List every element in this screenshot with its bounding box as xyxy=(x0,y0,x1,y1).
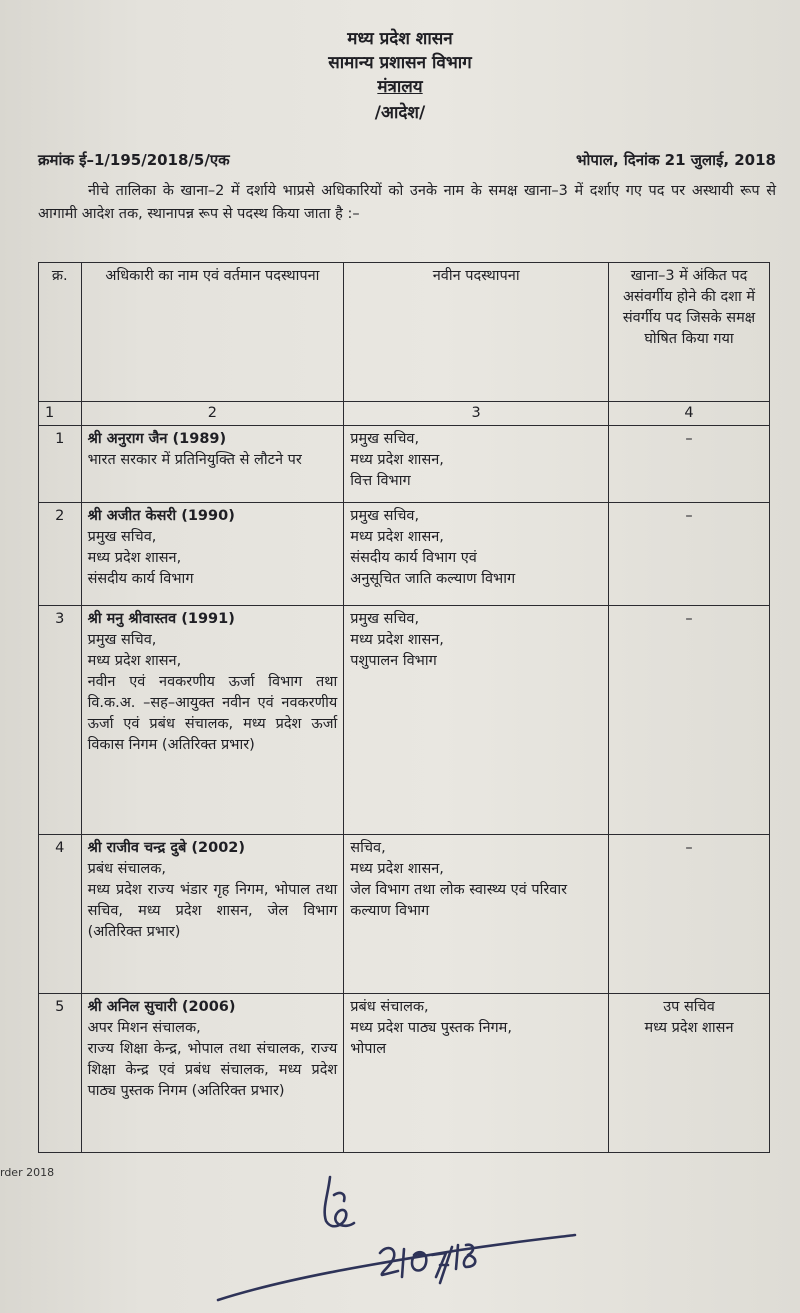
officer-name: श्री अनिल सुचारी (2006) xyxy=(87,999,236,1015)
new-posting: प्रमुख सचिव, मध्य प्रदेश शासन, पशुपालन विभाग xyxy=(350,611,444,669)
table-row xyxy=(39,606,770,835)
posting-table xyxy=(38,262,770,1153)
officer-name: श्री मनु श्रीवास्तव (1991) xyxy=(87,611,235,627)
remark: – xyxy=(685,611,693,627)
signature-stroke-icon xyxy=(218,1235,575,1300)
remark-cell xyxy=(609,606,770,835)
header-sno: क्र. xyxy=(39,263,82,402)
remark: उप सचिव मध्य प्रदेश शासन xyxy=(644,999,734,1036)
table-row xyxy=(39,835,770,994)
column-number-row xyxy=(39,402,770,426)
signature-flourish-icon xyxy=(325,1177,354,1226)
header-department: सामान्य प्रशासन विभाग xyxy=(328,53,472,73)
handwritten-signature xyxy=(0,1165,800,1313)
footer-text: rder 2018 xyxy=(0,1166,55,1179)
remark-cell xyxy=(609,503,770,606)
table-row xyxy=(39,994,770,1153)
table-row xyxy=(39,503,770,606)
header-new-posting: नवीन पदस्थापना xyxy=(344,263,609,402)
officer-cell xyxy=(81,994,344,1153)
new-posting: प्रमुख सचिव, मध्य प्रदेश शासन, वित्त विभाग xyxy=(350,431,444,489)
officer-name: श्री राजीव चन्द्र दुबे (2002) xyxy=(87,840,246,856)
officer-cell xyxy=(81,835,344,994)
new-posting-cell xyxy=(344,426,609,503)
remark-cell xyxy=(609,994,770,1153)
column-number: 2 xyxy=(81,402,344,426)
officer-current-posting: प्रमुख सचिव, मध्य प्रदेश शासन, संसदीय कार्य विभाग xyxy=(87,529,194,587)
table-row xyxy=(39,426,770,503)
new-posting-cell xyxy=(344,606,609,835)
header-government: मध्य प्रदेश शासन xyxy=(347,29,453,49)
officer-current-posting: अपर मिशन संचालक, राज्य शिक्षा केन्द्र, भोपाल तथा संचालक, राज्य शिक्षा केन्द्र एवं प्रबंध संचालक, मध्य प्रदेश पाठ्य पुस्तक निगम (अतिरिक्त प्रभार) xyxy=(87,1020,338,1099)
officer-cell xyxy=(81,426,344,503)
header-ministry: मंत्रालय xyxy=(377,77,423,97)
new-posting-cell xyxy=(344,835,609,994)
remark-cell xyxy=(609,426,770,503)
row-sno: 2 xyxy=(39,503,82,606)
remark: – xyxy=(685,431,693,447)
new-posting-cell xyxy=(344,994,609,1153)
row-sno: 1 xyxy=(39,426,82,503)
header-cadre-post: खाना–3 में अंकित पद असंवर्गीय होने की दशा में संवर्गीय पद जिसके समक्ष घोषित किया गया xyxy=(609,263,770,402)
officer-cell xyxy=(81,503,344,606)
column-number: 1 xyxy=(39,402,82,426)
header-officer: अधिकारी का नाम एवं वर्तमान पदस्थापना xyxy=(81,263,344,402)
column-number: 4 xyxy=(609,402,770,426)
officer-cell xyxy=(81,606,344,835)
officer-current-posting: भारत सरकार में प्रतिनियुक्ति से लौटने पर xyxy=(87,452,302,468)
officer-current-posting: प्रबंध संचालक, मध्य प्रदेश राज्य भंडार गृह निगम, भोपाल तथा सचिव, मध्य प्रदेश शासन, जेल विभाग (अतिरिक्त प्रभार) xyxy=(87,861,338,940)
row-sno: 5 xyxy=(39,994,82,1153)
order-place-date: भोपाल, दिनांक 21 जुलाई, 2018 xyxy=(575,151,776,169)
row-sno: 3 xyxy=(39,606,82,835)
new-posting: प्रबंध संचालक, मध्य प्रदेश पाठ्य पुस्तक निगम, भोपाल xyxy=(350,999,512,1057)
header-order-title: /आदेश/ xyxy=(374,103,426,123)
table-header-row xyxy=(39,263,770,402)
officer-name: श्री अनुराग जैन (1989) xyxy=(87,431,227,447)
officer-name: श्री अजीत केसरी (1990) xyxy=(87,508,235,524)
remark: – xyxy=(685,508,693,524)
order-intro-paragraph: नीचे तालिका के खाना–2 में दर्शाये भाप्रसे अधिकारियों को उनके नाम के समक्ष खाना–3 में दर्शाए गए पद पर अस्थायी रूप से आगामी आदेश तक, स्थानापन्न रूप से पदस्थ किया जाता है :– xyxy=(38,183,776,222)
remark-cell xyxy=(609,835,770,994)
new-posting-cell xyxy=(344,503,609,606)
column-number: 3 xyxy=(344,402,609,426)
new-posting: सचिव, मध्य प्रदेश शासन, जेल विभाग तथा लोक स्वास्थ्य एवं परिवार कल्याण विभाग xyxy=(350,840,568,919)
row-sno: 4 xyxy=(39,835,82,994)
remark: – xyxy=(685,840,693,856)
order-number: क्रमांक ई–1/195/2018/5/एक xyxy=(38,151,230,169)
officer-current-posting: प्रमुख सचिव, मध्य प्रदेश शासन, नवीन एवं नवकरणीय ऊर्जा विभाग तथा वि.क.अ. –सह–आयुक्त नवीन एवं नवकरणीय ऊर्जा एवं प्रबंध संचालक, मध्य प्रदेश ऊर्जा विकास निगम (अतिरिक्त प्रभार) xyxy=(87,632,338,753)
new-posting: प्रमुख सचिव, मध्य प्रदेश शासन, संसदीय कार्य विभाग एवं अनुसूचित जाति कल्याण विभाग xyxy=(350,508,516,587)
